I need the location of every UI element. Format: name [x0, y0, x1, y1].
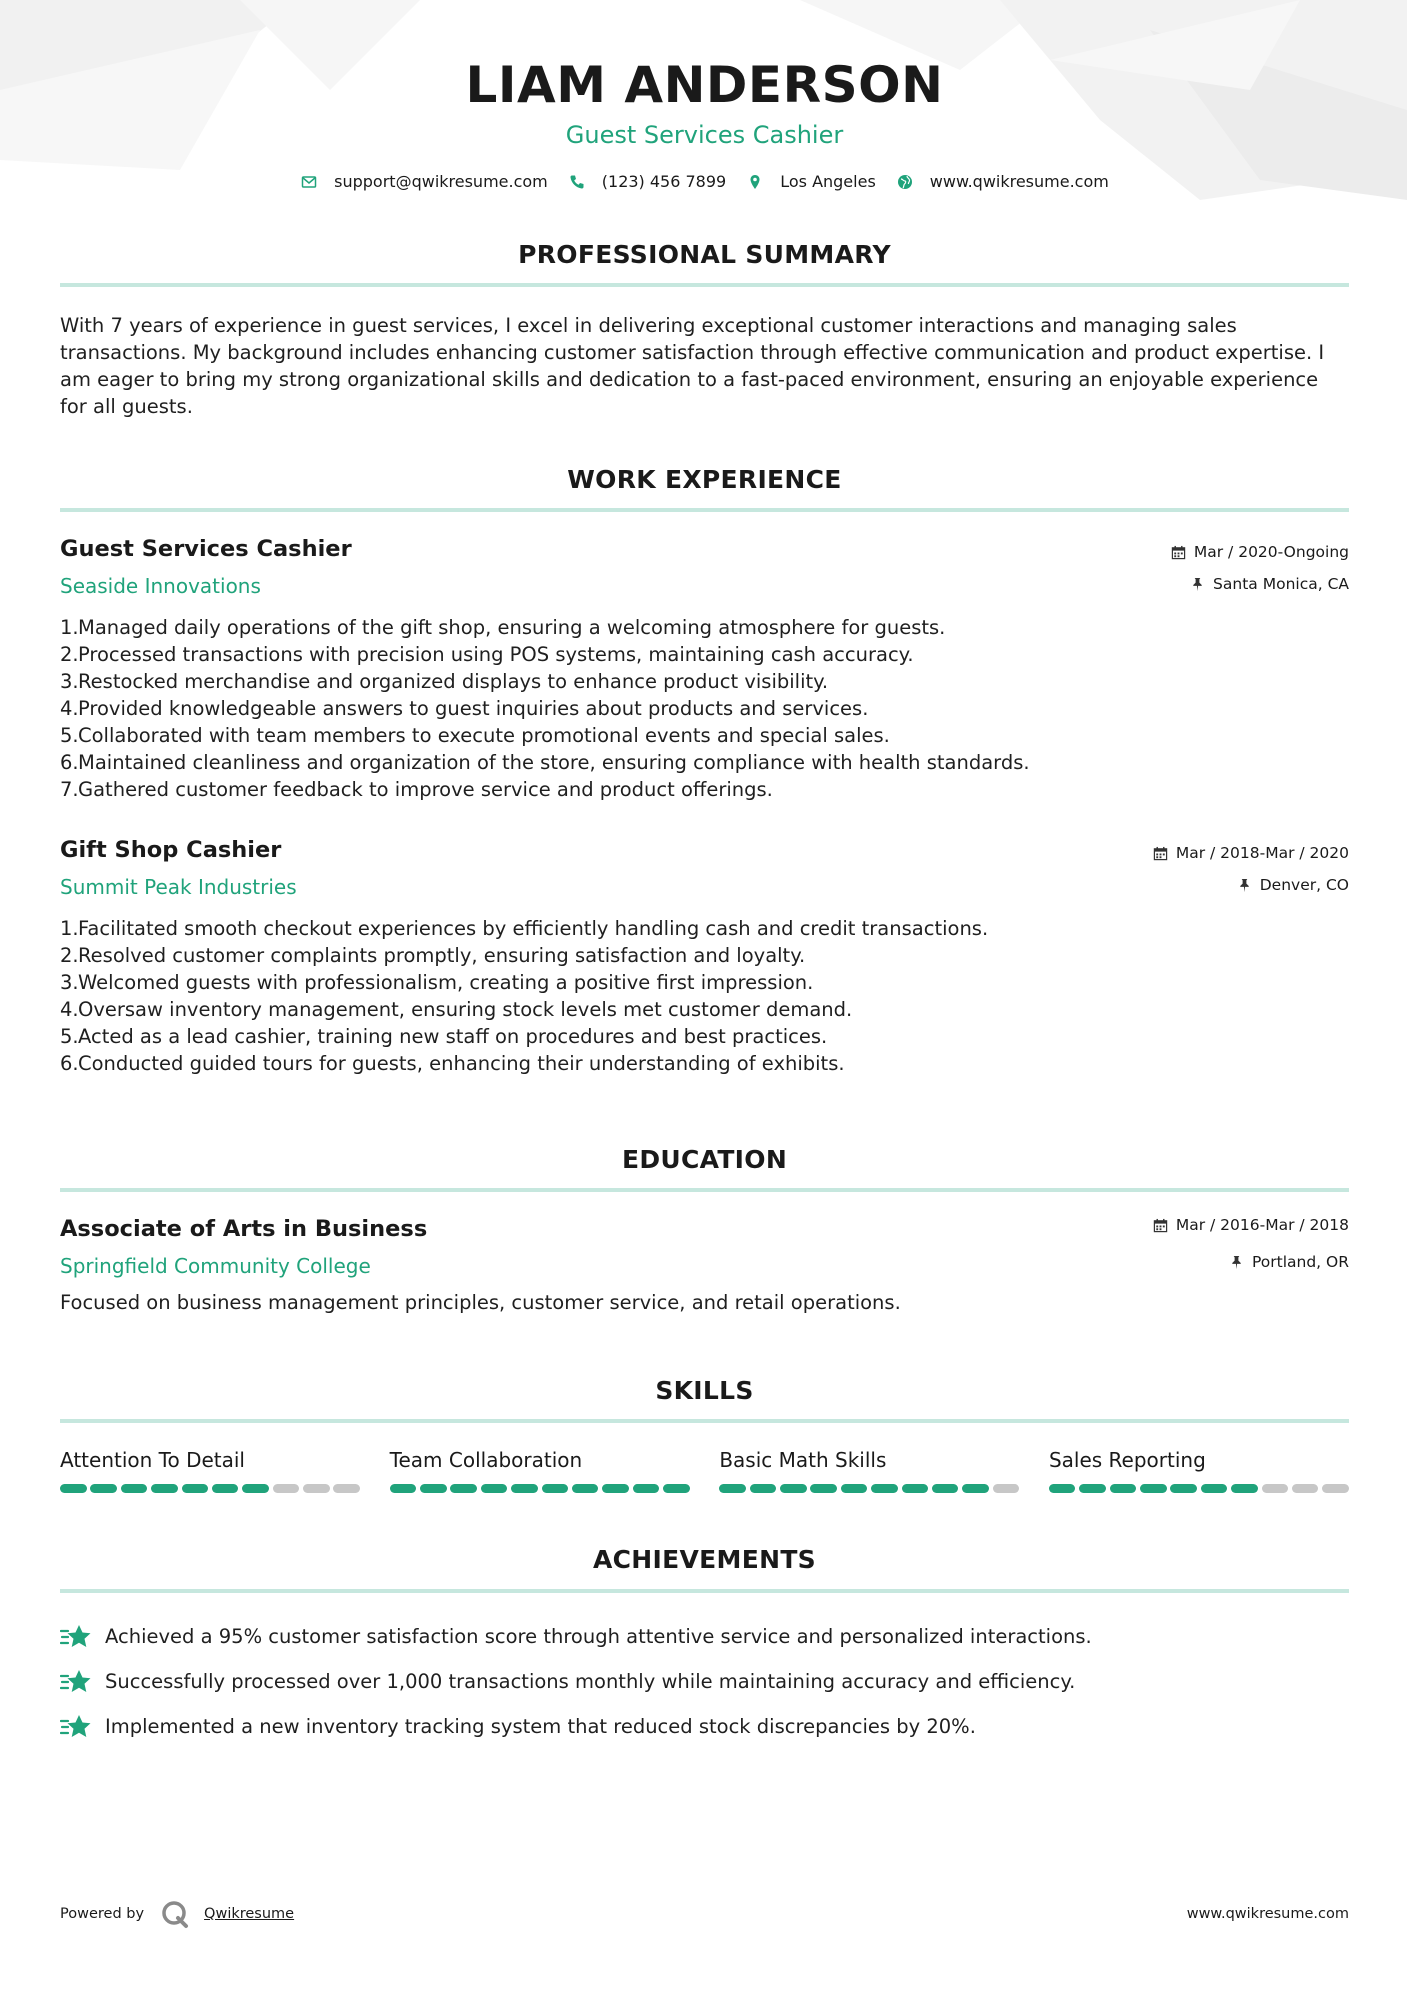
- skill-level-segment: [1079, 1484, 1106, 1493]
- skill-level-segment: [1140, 1484, 1167, 1493]
- job-duties-list: [60, 915, 1349, 1077]
- section-title-achievements: ACHIEVEMENTS: [593, 1545, 816, 1574]
- job-dates: [1153, 844, 1349, 862]
- list-item: 3. Restocked merchandise and organized displays to enhance product visibility.: [60, 670, 829, 693]
- pushpin-icon: [1237, 878, 1252, 893]
- skill-level-segment: [1262, 1484, 1289, 1493]
- envelope-icon: [300, 173, 318, 191]
- achievement-item: Implemented a new inventory tracking system that reduced stock discrepancies by 20%.: [60, 1704, 1349, 1749]
- skill-level-segment: [1049, 1484, 1076, 1493]
- skill-level-segment: [303, 1484, 330, 1493]
- job-duties-list: [60, 614, 1349, 803]
- skill-level-segment: [90, 1484, 117, 1493]
- list-item: 5. Acted as a lead cashier, training new staff on procedures and best practices.: [60, 1025, 828, 1048]
- skill-name: Team Collaboration: [389, 1448, 583, 1472]
- footer-powered-by: [60, 1899, 294, 1929]
- achievement-item: Achieved a 95% customer satisfaction score through attentive service and personalized interactions.: [60, 1614, 1349, 1659]
- education-location-text: Portland, OR: [1251, 1253, 1349, 1271]
- star-icon: [60, 1713, 92, 1741]
- website-text: www.qwikresume.com: [929, 172, 1109, 191]
- section-title-education: EDUCATION: [621, 1145, 788, 1174]
- skill-level-segment: [993, 1484, 1020, 1493]
- skill-level-segment: [1170, 1484, 1197, 1493]
- star-icon: [60, 1668, 92, 1696]
- skill-level-segment: [182, 1484, 209, 1493]
- skill-level-segment: [151, 1484, 178, 1493]
- skill-level-bar: [1049, 1484, 1349, 1493]
- skill-level-segment: [1292, 1484, 1319, 1493]
- skill-level-segment: [481, 1484, 508, 1493]
- list-item: 1. Facilitated smooth checkout experiences by efficiently handling cash and credit transactions.: [60, 917, 989, 940]
- skill-level-segment: [1201, 1484, 1228, 1493]
- skill-level-segment: [1110, 1484, 1137, 1493]
- skill-level-segment: [810, 1484, 837, 1493]
- skill-level-segment: [390, 1484, 417, 1493]
- skill-item: [719, 1448, 1019, 1493]
- job-dates: [1171, 543, 1349, 561]
- skill-level-segment: [750, 1484, 777, 1493]
- candidate-name: LIAM ANDERSON: [465, 56, 944, 114]
- skill-level-segment: [212, 1484, 239, 1493]
- section-divider: [60, 1188, 1349, 1192]
- achievements-list: [60, 1614, 1349, 1749]
- skill-level-segment: [602, 1484, 629, 1493]
- contact-location: [746, 172, 876, 191]
- job-location-text: Denver, CO: [1259, 876, 1349, 894]
- skills-grid: [60, 1448, 1349, 1493]
- contact-bar: [60, 172, 1349, 191]
- qwikresume-logo-icon: [160, 1899, 190, 1929]
- list-item: 1. Managed daily operations of the gift shop, ensuring a welcoming atmosphere for guests.: [60, 616, 946, 639]
- education-description: Focused on business management principles, customer service, and retail operations.: [60, 1291, 901, 1314]
- skill-level-segment: [450, 1484, 477, 1493]
- skill-name: Sales Reporting: [1048, 1448, 1206, 1472]
- summary-text: With 7 years of experience in guest services, I excel in delivering exceptional customer interactions and managing sales transactions. My background includes enhancing customer satisfaction through effective communication and product expertise. I am eager to bring my strong organizational skills and dedication to a fast-paced environment, ensuring an enjoyable experience for all guests.: [60, 314, 1325, 418]
- calendar-icon: [1171, 545, 1186, 560]
- list-item: 5. Collaborated with team members to execute promotional events and special sales.: [60, 724, 890, 747]
- education-school: Springfield Community College: [60, 1254, 371, 1278]
- section-divider: [60, 283, 1349, 287]
- job-location: [1190, 575, 1349, 593]
- job-company: Summit Peak Industries: [60, 875, 297, 899]
- list-item: 2. Resolved customer complaints promptly, ensuring satisfaction and loyalty.: [60, 944, 806, 967]
- skill-name: Basic Math Skills: [719, 1448, 887, 1472]
- skill-item: [1049, 1448, 1349, 1493]
- job-dates-text: Mar / 2018-Mar / 2020: [1175, 844, 1349, 862]
- job-title: Gift Shop Cashier: [60, 837, 282, 863]
- skill-level-segment: [333, 1484, 360, 1493]
- section-title-summary: PROFESSIONAL SUMMARY: [518, 240, 891, 269]
- skill-level-segment: [663, 1484, 690, 1493]
- contact-phone[interactable]: [568, 172, 726, 191]
- skill-level-segment: [1322, 1484, 1349, 1493]
- skill-level-segment: [719, 1484, 746, 1493]
- email-text: support@qwikresume.com: [334, 172, 548, 191]
- footer-website[interactable]: www.qwikresume.com: [1186, 1906, 1349, 1922]
- phone-text: (123) 456 7899: [601, 172, 727, 191]
- skill-level-segment: [542, 1484, 569, 1493]
- skill-level-segment: [273, 1484, 300, 1493]
- job-location-text: Santa Monica, CA: [1213, 575, 1349, 593]
- globe-icon: [896, 173, 914, 191]
- skill-level-segment: [572, 1484, 599, 1493]
- pushpin-icon: [1190, 577, 1205, 592]
- skill-level-segment: [242, 1484, 269, 1493]
- education-dates-text: Mar / 2016-Mar / 2018: [1175, 1216, 1349, 1234]
- job-dates-text: Mar / 2020-Ongoing: [1193, 543, 1349, 561]
- map-pin-icon: [746, 173, 764, 191]
- skill-level-segment: [511, 1484, 538, 1493]
- skill-level-segment: [420, 1484, 447, 1493]
- star-icon: [60, 1623, 92, 1651]
- skill-level-bar: [719, 1484, 1019, 1493]
- candidate-title: Guest Services Cashier: [565, 121, 844, 149]
- skill-level-bar: [390, 1484, 690, 1493]
- skill-level-segment: [962, 1484, 989, 1493]
- education-degree: Associate of Arts in Business: [60, 1216, 428, 1242]
- skill-level-segment: [121, 1484, 148, 1493]
- powered-by-label: Powered by: [60, 1906, 145, 1922]
- list-item: 6. Conducted guided tours for guests, enhancing their understanding of exhibits.: [60, 1052, 845, 1075]
- list-item: 6. Maintained cleanliness and organization of the store, ensuring compliance with health standards.: [60, 751, 1030, 774]
- list-item: 3. Welcomed guests with professionalism, creating a positive first impression.: [60, 971, 814, 994]
- list-item: 4. Oversaw inventory management, ensuring stock levels met customer demand.: [60, 998, 853, 1021]
- skill-item: [60, 1448, 360, 1493]
- job-title: Guest Services Cashier: [60, 536, 352, 562]
- list-item: 7. Gathered customer feedback to improve service and product offerings.: [60, 778, 773, 801]
- brand-link[interactable]: Qwikresume: [204, 1906, 295, 1922]
- skill-level-segment: [871, 1484, 898, 1493]
- section-title-experience: WORK EXPERIENCE: [567, 465, 842, 494]
- phone-icon: [568, 173, 586, 191]
- calendar-icon: [1153, 1218, 1168, 1233]
- skill-level-segment: [841, 1484, 868, 1493]
- section-title-skills: SKILLS: [655, 1376, 754, 1405]
- education-dates: [1153, 1216, 1349, 1234]
- job-location: [1237, 876, 1349, 894]
- skill-level-segment: [60, 1484, 87, 1493]
- skill-level-segment: [1231, 1484, 1258, 1493]
- skill-level-bar: [60, 1484, 360, 1493]
- contact-email[interactable]: [300, 172, 548, 191]
- skill-level-segment: [932, 1484, 959, 1493]
- contact-website[interactable]: [896, 172, 1109, 191]
- skill-level-segment: [633, 1484, 660, 1493]
- skill-item: [390, 1448, 690, 1493]
- section-divider: [60, 508, 1349, 512]
- pushpin-icon: [1229, 1255, 1244, 1270]
- skill-name: Attention To Detail: [60, 1448, 245, 1472]
- list-item: 2. Processed transactions with precision using POS systems, maintaining cash accuracy.: [60, 643, 914, 666]
- job-company: Seaside Innovations: [60, 574, 261, 598]
- achievement-item: Successfully processed over 1,000 transactions monthly while maintaining accuracy and efficiency.: [60, 1659, 1349, 1704]
- calendar-icon: [1153, 846, 1168, 861]
- education-location: [1229, 1253, 1349, 1271]
- section-divider: [60, 1589, 1349, 1593]
- location-text: Los Angeles: [780, 172, 876, 191]
- skill-level-segment: [780, 1484, 807, 1493]
- list-item: 4. Provided knowledgeable answers to guest inquiries about products and services.: [60, 697, 869, 720]
- section-divider: [60, 1419, 1349, 1423]
- skill-level-segment: [902, 1484, 929, 1493]
